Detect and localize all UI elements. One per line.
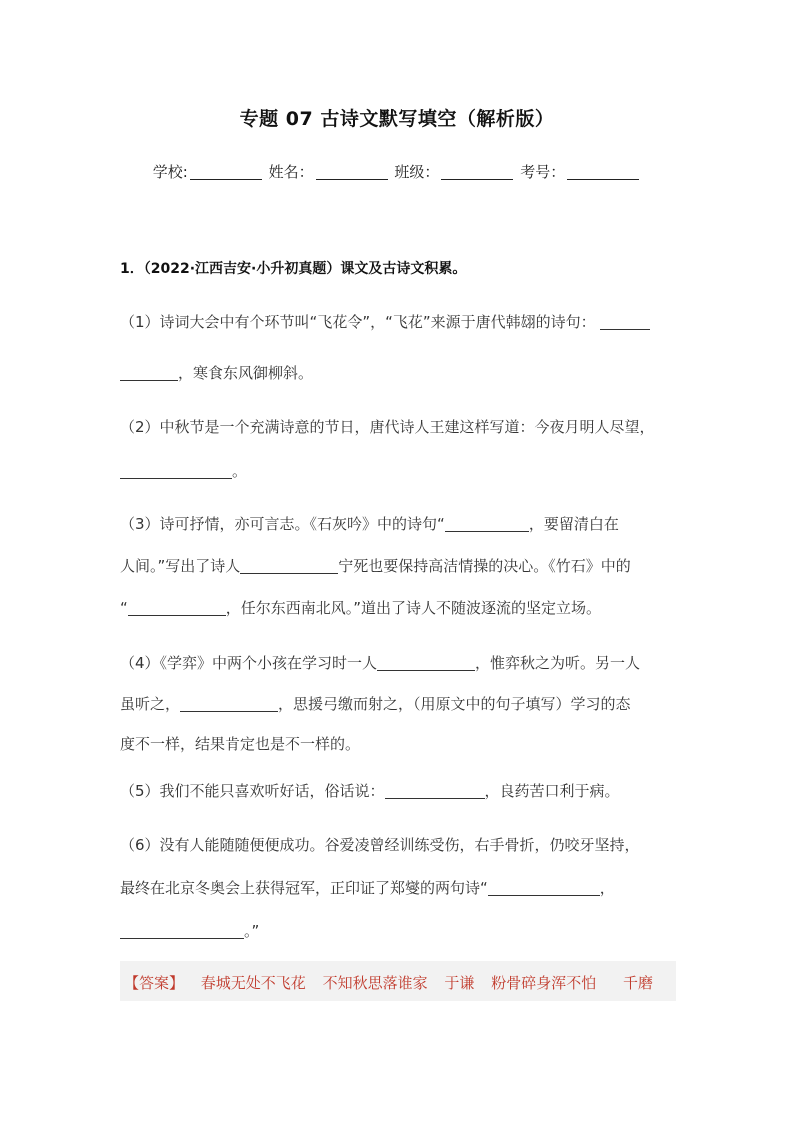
answer-line xyxy=(124,972,665,993)
class-blank[interactable] xyxy=(441,164,513,180)
number-label: 考号： xyxy=(520,163,566,181)
answer-label: 【答案】 xyxy=(124,974,185,992)
item-2-line-1 xyxy=(120,416,676,437)
item-2-line-2 xyxy=(120,460,676,481)
item-3-text-a: （3）诗可抒情，亦可言志。《石灰吟》中的诗句“ xyxy=(120,515,445,533)
item-3-line-1 xyxy=(120,513,676,534)
blank-4a[interactable] xyxy=(377,655,475,671)
item-2-text: （2）中秋节是一个充满诗意的节日，唐代诗人王建这样写道：今夜月明人尽望， xyxy=(120,418,655,436)
item-1-text-cont: ，寒食东风御柳斜。 xyxy=(178,364,314,382)
item-1-line-2 xyxy=(120,362,676,383)
blank-2[interactable] xyxy=(120,463,232,479)
item-6-line-3 xyxy=(120,920,676,941)
item-3-text-c: 人间。”写出了诗人 xyxy=(120,557,241,575)
blank-5[interactable] xyxy=(385,783,485,799)
school-label: 学校: xyxy=(152,163,188,181)
item-3-line-3 xyxy=(120,597,676,618)
item-3-text-d: 宁死也要保持高洁情操的决心。《竹石》中的 xyxy=(338,557,631,575)
class-label: 班级： xyxy=(394,163,440,181)
answer-1: 春城无处不飞花 xyxy=(200,974,306,992)
item-2-text-cont: 。 xyxy=(232,462,248,480)
item-3-text-e: “ xyxy=(120,599,128,617)
blank-1b[interactable] xyxy=(120,365,178,381)
answer-2: 不知秋思落谁家 xyxy=(322,974,428,992)
item-4-text-c: 虽听之， xyxy=(120,695,181,713)
blank-3b[interactable] xyxy=(240,558,338,574)
item-3-line-2 xyxy=(120,555,676,576)
item-6-line-1 xyxy=(120,834,676,855)
blank-3c[interactable] xyxy=(128,600,226,616)
item-6-text-c: ， xyxy=(599,879,615,897)
item-4-text-a: （4）《学弈》中两个小孩在学习时一人 xyxy=(120,654,378,672)
item-1-line-1 xyxy=(120,311,676,332)
question-source: （2022·江西吉安·小升初真题）课文及古诗文积累。 xyxy=(143,261,467,277)
blank-6a[interactable] xyxy=(488,880,600,896)
item-4-line-3 xyxy=(120,733,676,754)
item-3-text-f: ，任尔东西南北风。”道出了诗人不随波逐流的坚定立场。 xyxy=(225,599,602,617)
answer-4: 粉骨碎身浑不怕 xyxy=(491,974,597,992)
item-4-line-1 xyxy=(120,652,676,673)
item-6-text-b: 最终在北京冬奥会上获得冠军，正印证了郑燮的两句诗“ xyxy=(120,879,488,897)
number-blank[interactable] xyxy=(567,164,639,180)
question-heading xyxy=(120,258,466,278)
item-4-text-d: ，思援弓缴而射之，（用原文中的句子填写）学习的态 xyxy=(278,695,631,713)
item-6-line-2 xyxy=(120,877,676,898)
name-blank[interactable] xyxy=(316,164,388,180)
item-1-text: （1）诗词大会中有个环节叫“飞花令”，“飞花”来源于唐代韩翃的诗句： xyxy=(120,313,596,331)
question-number: 1． xyxy=(120,261,144,277)
item-3-text-b: ，要留清白在 xyxy=(528,515,619,533)
blank-4b[interactable] xyxy=(180,696,278,712)
item-4-line-2 xyxy=(120,693,676,714)
answer-3: 于谦 xyxy=(444,974,475,992)
item-5-line-1 xyxy=(120,780,676,801)
blank-6b[interactable] xyxy=(120,923,244,939)
item-5-text-b: ，良药苦口利于病。 xyxy=(484,782,620,800)
blank-1a[interactable] xyxy=(600,314,650,330)
student-info-row xyxy=(0,161,794,182)
blank-3a[interactable] xyxy=(445,516,529,532)
name-label: 姓名： xyxy=(268,163,314,181)
item-6-text-a: （6）没有人能随随便便成功。谷爱凌曾经训练受伤，右手骨折，仍咬牙坚持， xyxy=(120,836,640,854)
school-blank[interactable] xyxy=(190,164,262,180)
item-4-text-e: 度不一样，结果肯定也是不一样的。 xyxy=(120,735,361,753)
document-title: 专题 07 古诗文默写填空（解析版） xyxy=(239,108,555,130)
answer-5: 千磨 xyxy=(622,974,653,992)
item-5-text-a: （5）我们不能只喜欢听好话，俗话说： xyxy=(120,782,385,800)
item-6-text-d: 。” xyxy=(244,922,260,940)
item-4-text-b: ，惟弈秋之为听。另一人 xyxy=(475,654,641,672)
